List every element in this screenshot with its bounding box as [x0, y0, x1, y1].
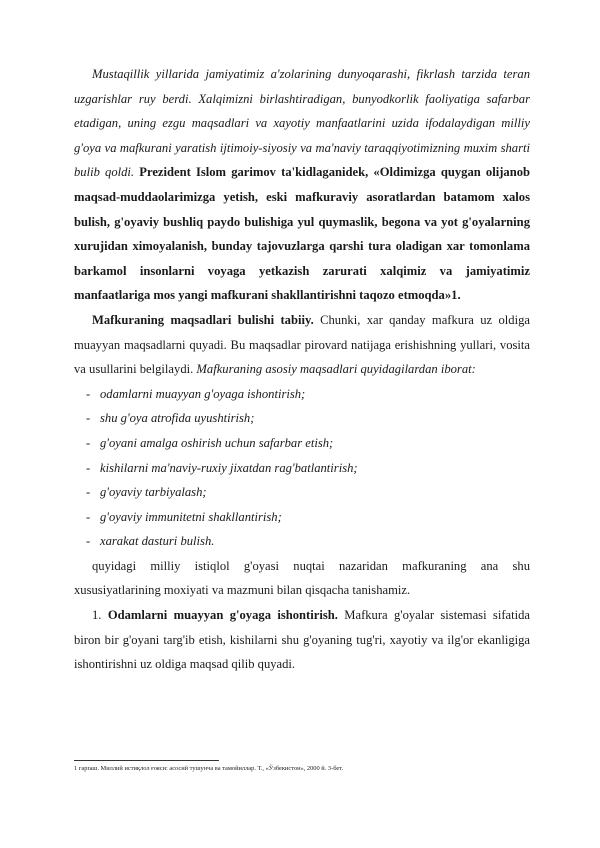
paragraph-3: quyidagi milliy istiqlol g'oyasi nuqtai nazaridan mafkuraning ana shu xususiyatlarining moxiyati va mazmuni bilan qisqacha tanishamiz. — [74, 558, 530, 598]
bullet-dash: - — [86, 485, 91, 500]
list-item — [86, 382, 530, 407]
list-item-text: odamlarni muayyan g'oyaga ishontirish; — [100, 386, 306, 401]
list-item-text: xarakat dasturi bulish. — [100, 534, 215, 549]
paragraph-1-italic: Mustaqillik yillarida jamiyatimiz a'zolarining dunyoqarashi, fikrlash tarzida teran uzgarishlar ruy berdi. Xalqimizni birlashtiradigan, bunyodkorlik faoliyatiga safarbar etadigan, uning ezgu maqsadlari va xayotiy manfaatlarini uzida ifodalaydigan milliy g'oya va mafkurani yaratish ijtimoiy-siyosiy va ma'naviy taraqqiyotimizning muxim sharti bulib qoldi. — [74, 67, 530, 180]
list-item-text: kishilarni ma'naviy-ruxiy jixatdan rag'batlantirish; — [100, 460, 358, 475]
list-item — [86, 529, 530, 554]
list-item — [86, 480, 530, 505]
bullet-dash: - — [86, 435, 91, 450]
paragraph-4 — [74, 603, 530, 677]
bullet-dash: - — [86, 411, 91, 426]
body-text — [74, 62, 530, 677]
section-heading: Odamlarni muayyan g'oyaga ishontirish. — [107, 608, 338, 623]
list-item — [86, 431, 530, 456]
bullet-dash: - — [86, 509, 91, 524]
bullet-dash: - — [86, 386, 91, 401]
president-quote: ta'kidlaganidek, «Oldimizga quygan olijanob maqsad-muddaolarimizga yetish, eski mafkuraviy asoratlardan batamom xalos bulish, g'oyaviy bushliq paydo bulishiga yul quymaslik, begona va yot g'oyalarning xurujidan ximoyalanish, bunday tajovuzlarga qarshi tura oladigan xar tomonlama barkamol insonlarni voyaga yetkazish zarurati xalqimiz va jamiyatimiz manfaatlariga mos yangi mafkurani shakllantirishni taqozo etmoqda»1. — [74, 165, 531, 303]
list-item-text: g'oyaviy tarbiyalash; — [100, 485, 207, 500]
bullet-dash: - — [86, 534, 91, 549]
paragraph-4-text: Mafkura g'oyalar sistemasi sifatida biron bir g'oyani targ'ib etish, kishilarni shu g'oyaning tug'ri, xayotiy va ilg'or ekanligiga ishontirishni uz oldiga maqsad qilib quyadi. — [74, 608, 530, 672]
list-item — [86, 505, 530, 530]
list-item — [86, 456, 530, 481]
bullet-dash: - — [86, 460, 91, 475]
goals-list — [74, 382, 530, 554]
paragraph-2-text: Chunki, xar qanday mafkura uz oldiga muayyan maqsadlarni quyadi. Bu maqsadlar pirovard natijaga erishishning yullari, vosita va usullarini belgilaydi. — [74, 312, 530, 377]
list-item — [86, 406, 530, 431]
paragraph-1 — [74, 62, 530, 308]
paragraph-2-italic: Mafkuraning asosiy maqsadlari quyidagilardan iborat: — [196, 362, 476, 377]
section-number: 1. — [92, 608, 102, 623]
president-name: Prezident Islom garimov — [139, 165, 276, 180]
list-item-text: g'oyaviy immunitetni shakllantirish; — [100, 509, 282, 524]
paragraph-2-lead: Mafkuraning maqsadlari bulishi tabiiy. — [92, 312, 314, 327]
footnote-divider — [74, 760, 219, 761]
list-item-text: shu g'oya atrofida uyushtirish; — [100, 411, 255, 426]
list-item-text: g'oyani amalga oshirish uchun safarbar etish; — [100, 435, 334, 450]
footnote: 1 гаpraш. Миллий истиқлол ғояси: асосий тушунча ва тамойиллар. Т., «Ўзбекистон», 2000 й. 3-бет. — [74, 765, 344, 772]
paragraph-2 — [74, 308, 530, 382]
